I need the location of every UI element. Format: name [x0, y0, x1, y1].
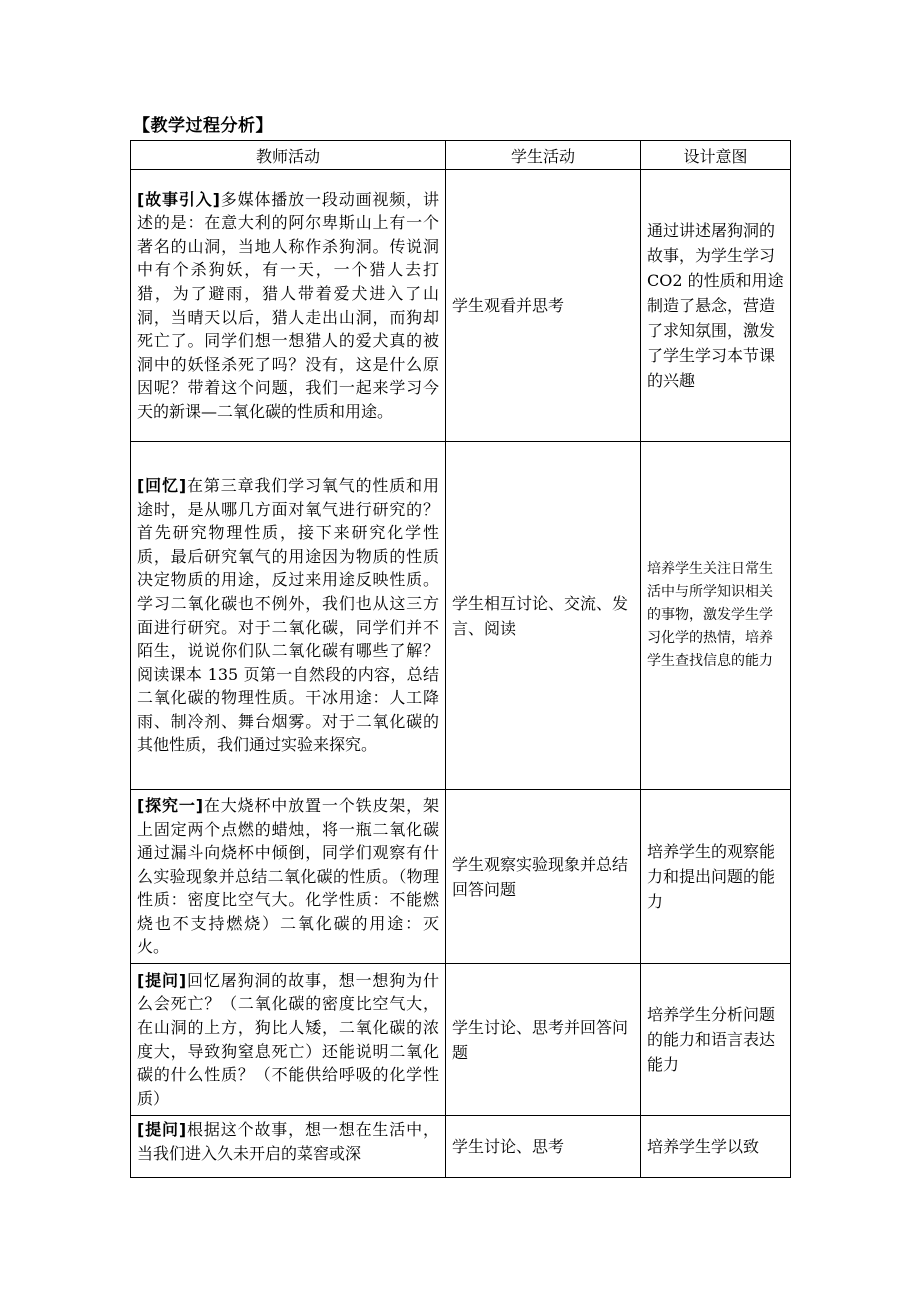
teacher-activity-cell: [131, 442, 446, 790]
design-intent-cell: 培养学生学以致: [641, 1116, 791, 1178]
student-activity-cell: 学生相互讨论、交流、发言、阅读: [446, 442, 641, 790]
activity-tag: [探究一]: [137, 795, 204, 815]
activity-tag: [回忆]: [137, 475, 187, 495]
table-row: [131, 790, 791, 964]
table-header-row: [131, 141, 791, 170]
teacher-activity-cell: [131, 790, 446, 964]
activity-tag: [提问]: [137, 1120, 187, 1139]
column-header-student: 学生活动: [446, 141, 641, 170]
teacher-activity-text: 在第三章我们学习氧气的性质和用途时，是从哪几方面对氧气进行研究的？首先研究物理性质，接下来研究化学性质，最后研究氧气的用途因为物质的性质决定物质的用途，反过来用途反映性质。学习二氧化碳也不例外，我们也从这三方面进行研究。对于二氧化碳，同学们并不陌生，说说你们队二氧化碳有哪些了解？阅读课本 135 页第一自然段的内容，总结二氧化碳的物理性质。干冰用途：人工降雨、制冷剂、舞台烟雾。对于二氧化碳的其他性质，我们通过实验来探究。: [137, 475, 439, 755]
activity-tag: [故事引入]: [137, 189, 220, 209]
teacher-activity-cell: [131, 1116, 446, 1178]
teacher-activity-text: 多媒体播放一段动画视频，讲述的是：在意大利的阿尔卑斯山上有一个著名的山洞，当地人称作杀狗洞。传说洞中有个杀狗妖，有一天，一个猎人去打猎，为了避雨，猎人带着爱犬进入了山洞，当晴天以后，猎人走出山洞，而狗却死亡了。同学们想一想猎人的爱犬真的被洞中的妖怪杀死了吗？没有，这是什么原因呢？带着这个问题，我们一起来学习今天的新课—二氧化碳的性质和用途。: [137, 189, 439, 421]
column-header-intent: 设计意图: [641, 141, 791, 170]
section-title: 【教学过程分析】: [133, 116, 273, 136]
design-intent-cell: 培养学生关注日常生活中与所学知识相关的事物，激发学生学习化学的热情，培养学生查找信息的能力: [641, 442, 791, 790]
table-row: [131, 1116, 791, 1178]
table-row: [131, 442, 791, 790]
design-intent-cell: 培养学生的观察能力和提出问题的能力: [641, 790, 791, 964]
student-activity-cell: 学生讨论、思考并回答问题: [446, 964, 641, 1116]
lesson-plan-table: [130, 140, 791, 1178]
table-row: [131, 170, 791, 442]
activity-tag: [提问]: [137, 970, 187, 990]
table-row: [131, 964, 791, 1116]
teacher-activity-cell: [131, 170, 446, 442]
student-activity-cell: 学生观看并思考: [446, 170, 641, 442]
teacher-activity-text: 回忆屠狗洞的故事，想一想狗为什么会死亡？（二氧化碳的密度比空气大，在山洞的上方，狗比人矮，二氧化碳的浓度大，导致狗窒息死亡）还能说明二氧化碳的什么性质？（不能供给呼吸的化学性质）: [137, 970, 439, 1108]
teacher-activity-cell: [131, 964, 446, 1116]
teacher-activity-text: 在大烧杯中放置一个铁皮架，架上固定两个点燃的蜡烛，将一瓶二氧化碳通过漏斗向烧杯中倾倒，同学们观察有什么实验现象并总结二氧化碳的性质。（物理性质：密度比空气大。化学性质：不能燃烧也不支持燃烧）二氧化碳的用途：灭火。: [137, 795, 439, 957]
design-intent-cell: 培养学生分析问题的能力和语言表达能力: [641, 964, 791, 1116]
student-activity-cell: 学生讨论、思考: [446, 1116, 641, 1178]
column-header-teacher: 教师活动: [131, 141, 446, 170]
student-activity-cell: 学生观察实验现象并总结回答问题: [446, 790, 641, 964]
design-intent-cell: 通过讲述屠狗洞的故事，为学生学习 CO2 的性质和用途制造了悬念，营造了求知氛围，激发了学生学习本节课的兴趣: [641, 170, 791, 442]
teacher-activity-text: 根据这个故事，想一想在生活中，当我们进入久未开启的菜窖或深: [137, 1120, 439, 1163]
